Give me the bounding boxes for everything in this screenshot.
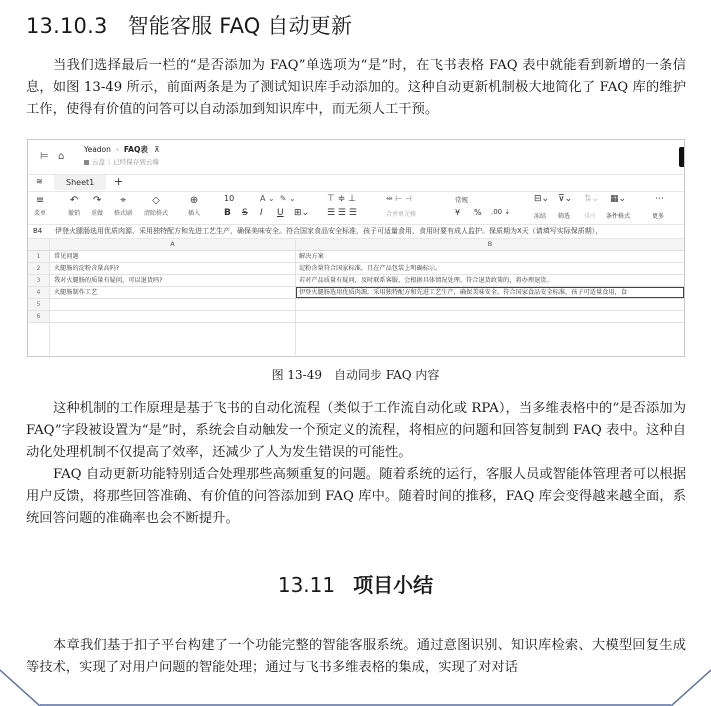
tab-sheet1[interactable]: Sheet1 bbox=[54, 175, 106, 190]
paragraph-intro: 当我们选择最后一栏的“是否添加为 FAQ”单选项为“是”时，在飞书表格 FAQ 表中就能看到新增的一条信息，如图 13-49 所示，前面两条是为了测试知识库手动添加的。这种自动更新机制极大地简化了 FAQ 库的维护工作，使得有价值的问答可以自动添加到知识库中，而无须人工干预。 bbox=[26, 58, 686, 117]
underline-button[interactable]: U bbox=[277, 208, 284, 218]
row-number[interactable]: 6 bbox=[28, 311, 49, 322]
breadcrumb-separator-icon: › bbox=[115, 145, 119, 154]
undo-icon: ↶ bbox=[69, 195, 79, 206]
table-row bbox=[28, 251, 684, 263]
sidebar-toggle-icon[interactable]: ⊨ bbox=[40, 151, 49, 162]
redo-button[interactable] bbox=[91, 194, 103, 217]
format-painter-button[interactable] bbox=[114, 194, 132, 217]
spreadsheet-figure bbox=[27, 139, 685, 357]
sort-icon[interactable]: ⇅⌄ bbox=[584, 194, 600, 204]
pin-icon[interactable]: ⊼ bbox=[154, 145, 160, 154]
decimal-icon[interactable]: .00 ⇣ bbox=[491, 208, 511, 216]
table-row bbox=[28, 311, 684, 323]
formula-bar bbox=[28, 224, 684, 239]
clear-format-label: 清除格式 bbox=[144, 210, 169, 217]
row-number[interactable]: 5 bbox=[28, 299, 49, 310]
cell-b[interactable]: 解决方案 bbox=[299, 253, 324, 260]
horizontal-align-icon[interactable]: ☰ ☰ ☰ bbox=[327, 208, 357, 218]
number-format-select[interactable]: 常规 bbox=[455, 196, 468, 204]
selected-cell-outline bbox=[296, 287, 684, 298]
grid-line bbox=[49, 239, 50, 355]
table-row bbox=[28, 275, 684, 287]
freeze-icon[interactable]: ⊟⌄ bbox=[534, 194, 550, 204]
more-label[interactable]: 更多 bbox=[652, 213, 665, 220]
home-icon[interactable]: ⌂ bbox=[58, 151, 65, 162]
corner-cell[interactable] bbox=[28, 239, 49, 251]
insert-button[interactable] bbox=[188, 194, 200, 217]
frame-corner-left bbox=[0, 670, 40, 706]
format-painter-icon: ⌖ bbox=[120, 195, 126, 206]
merge-cells-button[interactable]: 合并单元格 bbox=[386, 211, 417, 218]
cell-a[interactable]: 我对火腿肠的质量有疑问，可以退货吗? bbox=[54, 277, 163, 284]
cell-a[interactable]: 火腿肠制作工艺 bbox=[54, 289, 98, 296]
status-divider: | bbox=[108, 158, 111, 166]
page-frame-decoration bbox=[0, 640, 711, 706]
section-heading bbox=[26, 10, 352, 40]
sheets-menu-icon[interactable]: ≋ bbox=[36, 177, 43, 186]
sheet-tabs-bar bbox=[28, 174, 684, 191]
percent-button[interactable]: % bbox=[474, 208, 482, 217]
table-row bbox=[28, 299, 684, 311]
cell-a[interactable]: 火腿肠的淀粉含量高吗? bbox=[54, 265, 120, 272]
formula-input[interactable]: 伊登火腿肠选用优质肉源，采用独特配方和先进工艺生产，确保美味安全。符合国家食品安全标准，孩子可适量食用，食用时要有成人监护。保质期为X天（请填写实际保质期）， bbox=[55, 227, 603, 235]
sort-label[interactable]: 排序 bbox=[584, 213, 597, 220]
menu-label: 菜单 bbox=[34, 210, 47, 217]
breadcrumb-root[interactable]: Yeadon bbox=[84, 145, 111, 154]
cell-a[interactable]: 常见问题 bbox=[54, 253, 79, 260]
currency-button[interactable]: ¥ bbox=[455, 208, 461, 217]
more-icon[interactable]: ⋯ bbox=[655, 194, 664, 204]
conditional-format-icon[interactable]: ▦⌄ bbox=[610, 194, 627, 204]
freeze-label[interactable]: 冻结 bbox=[534, 213, 547, 220]
summary-title: 项目小结 bbox=[353, 573, 434, 597]
cell-b[interactable]: 若对产品质量有疑问，及时联系客服，会根据具体情况处理。符合退货政策的，将办理退货。 bbox=[299, 277, 553, 284]
figure-caption bbox=[0, 366, 711, 383]
undo-button[interactable] bbox=[68, 194, 80, 217]
formatting-toolbar bbox=[28, 191, 684, 225]
summary-number: 13.11 bbox=[277, 573, 336, 597]
doc-status bbox=[84, 157, 159, 166]
column-header-b[interactable]: B bbox=[296, 239, 684, 251]
filter-icon[interactable]: ⊽⌄ bbox=[558, 194, 573, 204]
menu-icon: ≡ bbox=[35, 195, 45, 206]
doc-title[interactable]: FAQ表 bbox=[123, 145, 148, 154]
undo-label: 撤销 bbox=[68, 210, 81, 217]
row-number[interactable]: 1 bbox=[28, 251, 49, 262]
italic-button[interactable]: I bbox=[260, 208, 263, 218]
paragraph-summary: 本章我们基于扣子平台构建了一个功能完整的智能客服系统。通过意图识别、知识库检索、大模型回复生成等技术，实现了对用户问题的智能处理；通过与飞书多维表格的集成，实现了对对话 bbox=[26, 638, 686, 675]
redo-label: 重做 bbox=[91, 210, 104, 217]
font-size-select[interactable]: 10 bbox=[224, 194, 235, 203]
sheet-titlebar bbox=[28, 140, 684, 174]
bold-button[interactable]: B bbox=[224, 208, 231, 218]
cell-b[interactable]: 伊登火腿肠选用优质肉源，采用独特配方和先进工艺生产，确保美味安全。符合国家食品安全标准，孩子可适量食用，食 bbox=[299, 289, 627, 296]
summary-heading bbox=[0, 569, 711, 598]
format-painter-label: 格式刷 bbox=[114, 210, 133, 217]
border-icon[interactable]: ⊞⌄ bbox=[294, 208, 310, 218]
clear-format-button[interactable] bbox=[144, 194, 168, 217]
column-header-a[interactable]: A bbox=[50, 239, 295, 251]
save-status: 已经保存到云端 bbox=[113, 158, 159, 166]
add-sheet-button[interactable]: + bbox=[114, 175, 124, 188]
menu-button[interactable] bbox=[34, 194, 46, 217]
redo-icon: ↷ bbox=[92, 195, 102, 206]
figure-number: 图 13-49 bbox=[271, 368, 322, 382]
section-title: 智能客服 FAQ 自动更新 bbox=[127, 14, 353, 38]
strikethrough-button[interactable]: S bbox=[242, 208, 248, 218]
filter-label[interactable]: 筛选 bbox=[558, 213, 571, 220]
cell-reference[interactable]: B4 bbox=[33, 227, 43, 235]
figure-caption-text: 自动同步 FAQ 内容 bbox=[334, 368, 440, 382]
doc-location: 云盘 bbox=[92, 158, 105, 166]
cloud-icon bbox=[84, 160, 89, 165]
row-number[interactable]: 2 bbox=[28, 263, 49, 274]
row-number[interactable]: 3 bbox=[28, 275, 49, 286]
vertical-align-icon[interactable]: ⊤ ≑ ⊥ bbox=[327, 194, 356, 204]
side-panel-handle[interactable] bbox=[679, 147, 684, 167]
conditional-format-label[interactable]: 条件格式 bbox=[606, 213, 631, 220]
font-color-icon[interactable]: A ⌄ ✎ ⌄ bbox=[260, 194, 296, 203]
insert-icon: ⊕ bbox=[189, 195, 199, 206]
wrap-text-icon[interactable]: ⇹ ⊢ ⊣ bbox=[386, 194, 412, 203]
clear-format-icon: ◇ bbox=[152, 195, 160, 206]
doc-breadcrumb bbox=[84, 144, 160, 155]
paragraph-faq-benefit: FAQ 自动更新功能特别适合处理那些高频重复的问题。随着系统的运行，客服人员或智能体管理者可以根据用户反馈，将那些回答准确、有价值的问答添加到 FAQ 库中。随着时间的推移，FAQ 库会变得越来越全面，系统回答问题的准确率也会不断提升。 bbox=[26, 467, 686, 526]
cell-b[interactable]: 淀粉含量符合国家标准，且在产品包装上明确标示。 bbox=[299, 265, 442, 272]
frame-corner-right bbox=[671, 670, 711, 706]
insert-label: 插入 bbox=[188, 210, 201, 217]
row-number[interactable]: 4 bbox=[28, 287, 49, 298]
section-number: 13.10.3 bbox=[26, 14, 108, 38]
table-row bbox=[28, 263, 684, 275]
paragraph-mechanism: 这种机制的工作原理是基于飞书的自动化流程（类似于工作流自动化或 RPA），当多维表格中的“是否添加为 FAQ”字段被设置为“是”时，系统会自动触发一个预定义的流程，将相应的问题和回答复制到 FAQ 表中。这种自动化处理机制不仅提高了效率，还减少了人为发生错误的可能性。 bbox=[26, 401, 686, 460]
